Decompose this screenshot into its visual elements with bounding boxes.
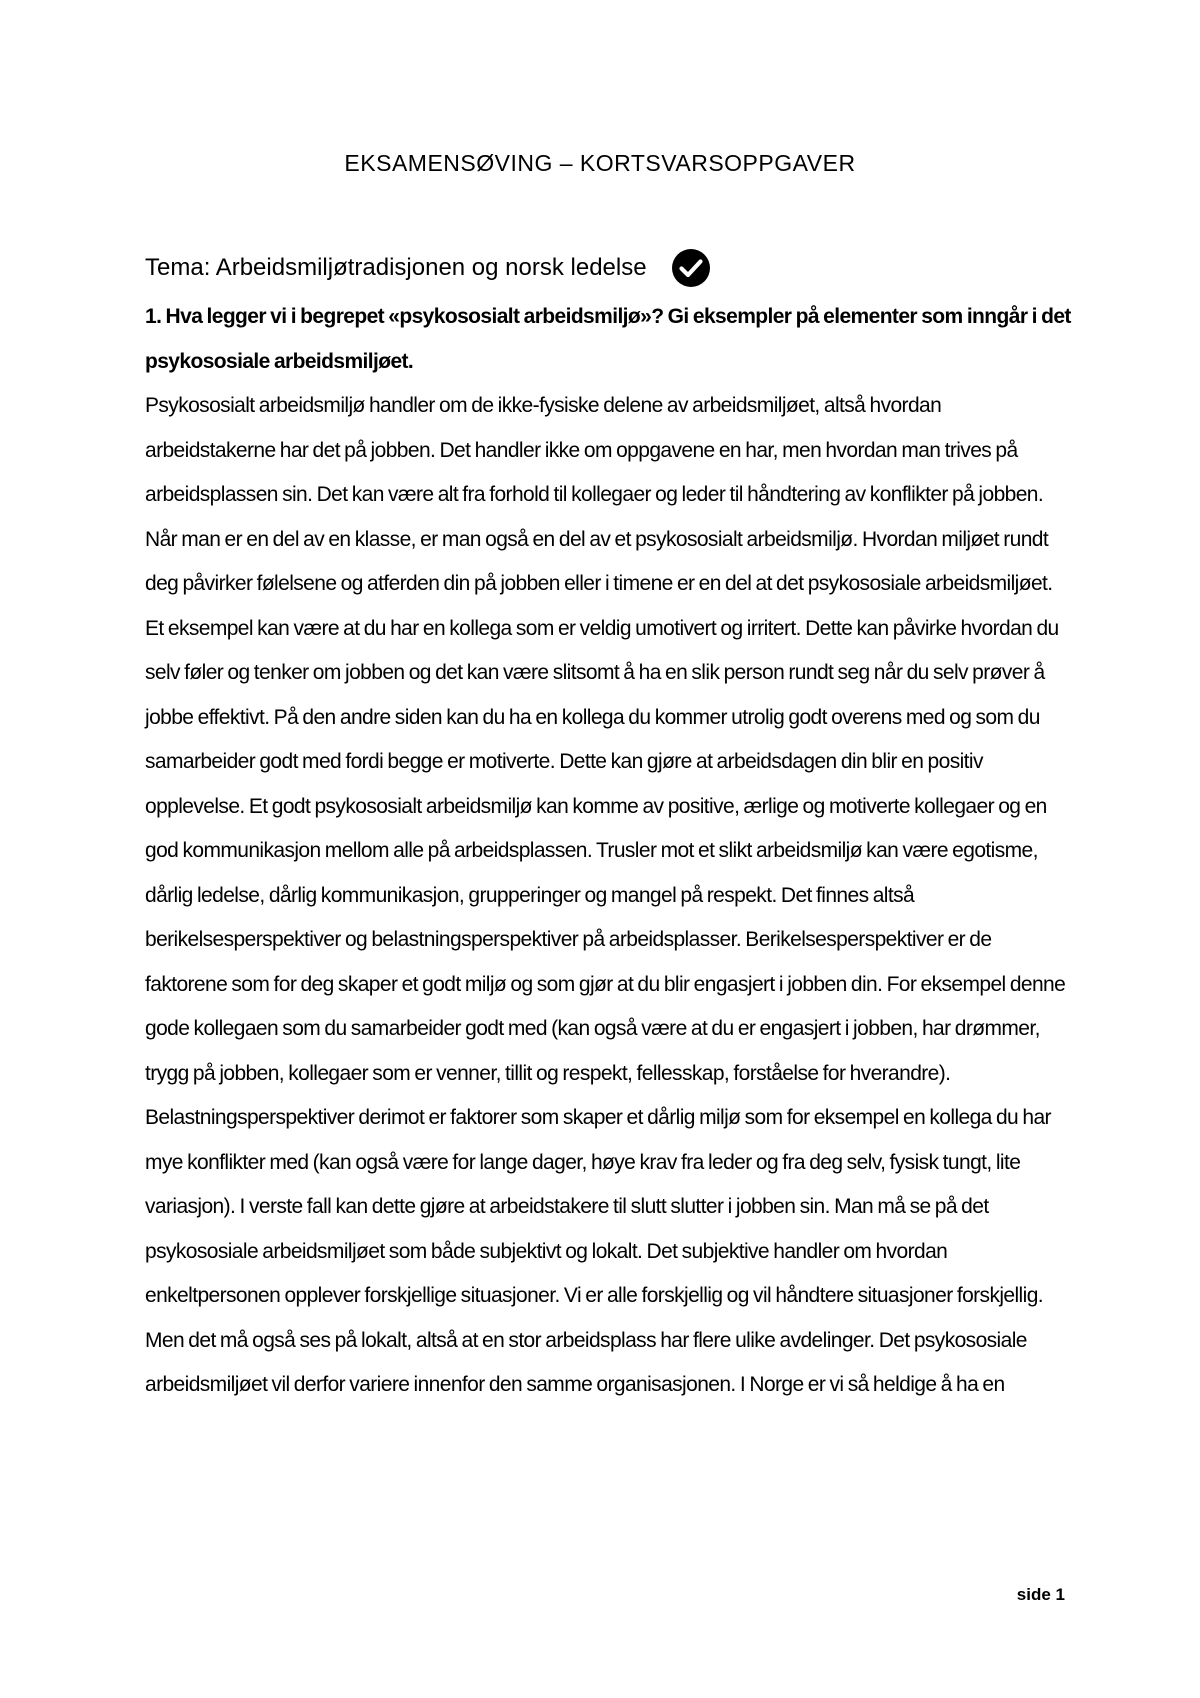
page-number: side 1 xyxy=(1016,1585,1065,1604)
topic-heading xyxy=(145,248,711,288)
document-body xyxy=(145,295,1075,1408)
answer-text: Psykososialt arbeidsmiljø handler om de ikke-fysiske delene av arbeidsmiljøet, altså hvordan arbeidstakerne har det på jobben. Det handler ikke om oppgavene en har, men hvordan man trives på arbeidsplassen sin. Det kan være alt fra forhold til kollegaer og leder til håndtering av konflikter på jobben. Når man er en del av en klasse, er man også en del av et psykososialt arbeidsmiljø. Hvordan miljøet rundt deg påvirker følelsene og atferden din på jobben eller i timene er en del at det psykososiale arbeidsmiljøet. Et eksempel kan være at du har en kollega som er veldig umotivert og irritert. Dette kan påvirke hvordan du selv føler og tenker om jobben og det kan være slitsomt å ha en slik person rundt seg når du selv prøver å jobbe effektivt. På den andre siden kan du ha en kollega du kommer utrolig godt overens med og som du samarbeider godt med fordi begge er motiverte. Dette kan gjøre at arbeidsdagen din blir en positiv opplevelse. Et godt psykososialt arbeidsmiljø kan komme av positive, ærlige og motiverte kollegaer og en god kommunikasjon mellom alle på arbeidsplassen. Trusler mot et slikt arbeidsmiljø kan være egotisme, dårlig ledelse, dårlig kommunikasjon, grupperinger og mangel på respekt. Det finnes altså berikelsesperspektiver og belastningsperspektiver på arbeidsplasser. Berikelsesperspektiver er de faktorene som for deg skaper et godt miljø og som gjør at du blir engasjert i jobben din. For eksempel denne gode kollegaen som du samarbeider godt med (kan også være at du er engasjert i jobben, har drømmer, trygg på jobben, kollegaer som er venner, tillit og respekt, fellesskap, forståelse for hverandre). Belastningsperspektiver derimot er faktorer som skaper et dårlig miljø som for eksempel en kollega du har mye konflikter med (kan også være for lange dager, høye krav fra leder og fra deg selv, fysisk tungt, lite variasjon). I verste fall kan dette gjøre at arbeidstakere til slutt slutter i jobben sin. Man må se på det psykososiale arbeidsmiljøet som både subjektivt og lokalt. Det subjektive handler om hvordan enkeltpersonen opplever forskjellige situasjoner. Vi er alle forskjellig og vil håndtere situasjoner forskjellig. Men det må også ses på lokalt, altså at en stor arbeidsplass har flere ulike avdelinger. Det psykososiale arbeidsmiljøet vil derfor variere innenfor den samme organisasjonen. I Norge er vi så heldige å ha en xyxy=(145,394,1066,1396)
topic-text: Tema: Arbeidsmiljøtradisjonen og norsk ledelse xyxy=(145,254,647,281)
check-circle-icon xyxy=(671,248,711,288)
question-text: 1. Hva legger vi i begrepet «psykososialt arbeidsmiljø»? Gi eksempler på elementer som inngår i det psykososiale arbeidsmiljøet. xyxy=(145,305,1071,373)
document-title: EKSAMENSØVING – KORTSVARSOPPGAVER xyxy=(344,150,856,176)
